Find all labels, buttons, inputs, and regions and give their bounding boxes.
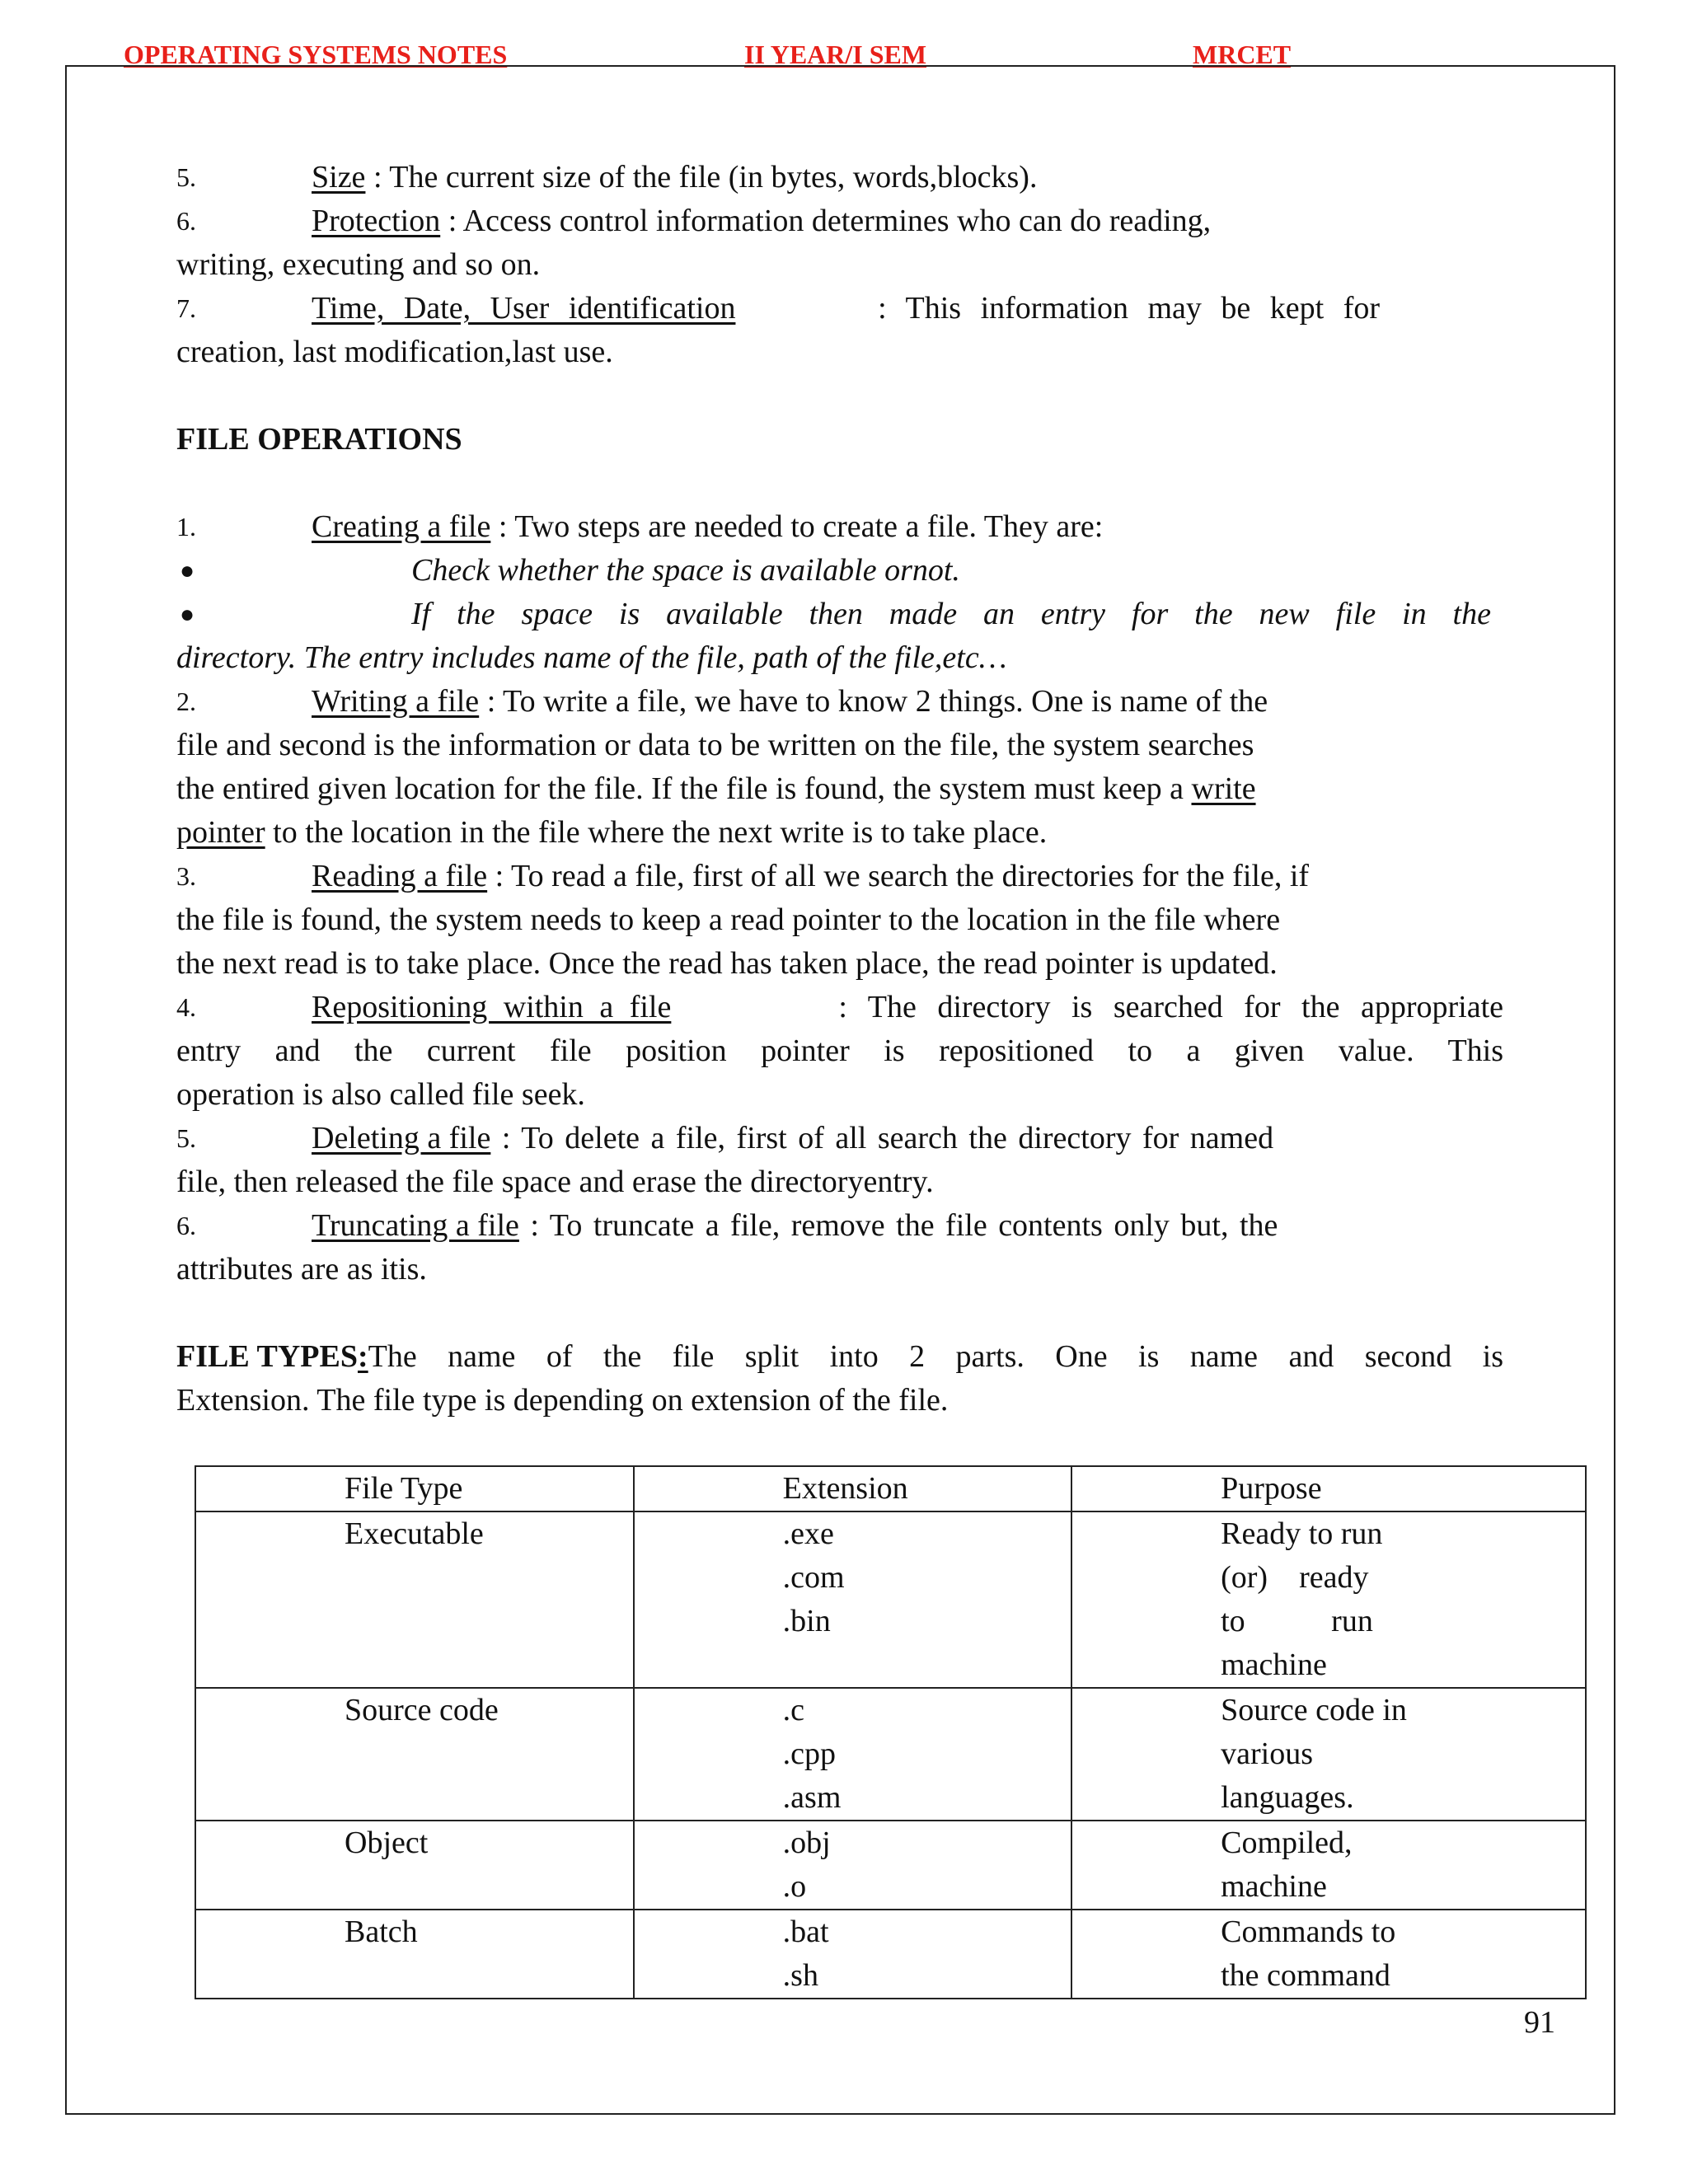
attribute-desc-cont: writing, executing and so on. (176, 247, 541, 282)
operation-term: Creating a file (312, 509, 491, 544)
file-type-cell: Batch (345, 1915, 418, 1949)
file-types-heading: FILE TYPES (176, 1339, 358, 1374)
attribute-term: Size (312, 160, 366, 194)
attribute-desc: : This information may be kept for (878, 291, 1380, 326)
operation-desc-cont: file and second is the information or data to be written on the file, the system searches (176, 728, 1254, 762)
operation-desc-cont: file, then released the file space and erase the directoryentry. (176, 1165, 934, 1199)
table-header-row (195, 1466, 1586, 1511)
operation-desc-cont: the next read is to take place. Once the read has taken place, the read pointer is updated. (176, 946, 1278, 981)
operation-item (176, 505, 1380, 549)
extension-cell: .exe .com .bin (782, 1516, 845, 1638)
operation-term: Repositioning within a file (312, 990, 672, 1024)
operation-desc-cont: attributes are as itis. (176, 1252, 427, 1286)
bullet-text: If the space is available then made an entry for the new file in the (411, 597, 1491, 631)
item-number: 7. (176, 293, 196, 323)
operation-item (176, 1204, 1380, 1248)
table-row (195, 1910, 1586, 1999)
extension-cell: .c .cpp .asm (782, 1693, 842, 1815)
purpose-cell: Ready to run (or) ready to run machine (1221, 1516, 1383, 1682)
page-number: 91 (1524, 2005, 1555, 2040)
item-number: 6. (176, 206, 196, 236)
operation-desc: : To truncate a file, remove the file contents only but, the (518, 1208, 1278, 1243)
operation-desc-cont: pointer to the location in the file where the next write is to take place. (176, 815, 1048, 850)
page-body (176, 156, 1503, 1422)
item-number: 2. (176, 687, 196, 716)
file-type-cell: Object (345, 1825, 429, 1860)
operation-desc-cont: operation is also called file seek. (176, 1077, 585, 1112)
table-row (195, 1688, 1586, 1821)
attribute-desc: : Access control information determines who can do reading, (440, 204, 1212, 238)
bullet-text: Check whether the space is available ornot. (411, 553, 960, 588)
operation-desc: : The directory is searched for the appropriate (838, 990, 1503, 1024)
purpose-cell: Compiled, machine (1221, 1825, 1353, 1904)
operation-term: Deleting a file (312, 1121, 491, 1155)
operation-desc: : Two steps are needed to create a file. They are: (490, 509, 1104, 544)
operation-desc: : To write a file, we have to know 2 things. One is name of the (479, 684, 1268, 719)
operation-term: Truncating a file (312, 1208, 519, 1243)
file-type-cell: Source code (345, 1693, 499, 1727)
item-number: 5. (176, 1123, 196, 1153)
operation-desc: : To delete a file, first of all search the directory for named (490, 1121, 1274, 1155)
bullet-text-cont: directory. The entry includes name of the file, path of the file,etc… (176, 640, 1007, 675)
item-number: 6. (176, 1211, 196, 1240)
operation-item (176, 855, 1380, 898)
table-header: Extension (782, 1471, 908, 1506)
operation-item (176, 1117, 1380, 1160)
table-header: File Type (345, 1471, 463, 1506)
attribute-item (176, 156, 1380, 199)
attribute-term: Protection (312, 204, 441, 238)
bullet-icon: ● (180, 601, 195, 628)
extension-cell: .bat .sh (782, 1915, 829, 1993)
table-header: Purpose (1221, 1471, 1322, 1506)
attribute-item (176, 199, 1380, 243)
item-number: 1. (176, 512, 196, 541)
item-number: 3. (176, 861, 196, 891)
header-center: II YEAR/I SEM (744, 40, 927, 69)
table-row (195, 1511, 1586, 1688)
operation-desc-cont: the file is found, the system needs to keep a read pointer to the location in the file where (176, 902, 1281, 937)
operation-item (176, 680, 1380, 724)
file-operations-heading: FILE OPERATIONS (176, 422, 462, 457)
header-left: OPERATING SYSTEMS NOTES (124, 40, 508, 69)
purpose-cell: Source code in various languages. (1221, 1693, 1407, 1815)
item-number: 4. (176, 992, 196, 1022)
attribute-desc-cont: creation, last modification,last use. (176, 335, 613, 369)
file-types-text: The name of the file split into 2 parts. One is name and second is (368, 1339, 1503, 1374)
attribute-item (176, 287, 1380, 330)
file-types-text-cont: Extension. The file type is depending on extension of the file. (176, 1383, 949, 1418)
item-number: 5. (176, 162, 196, 192)
operation-term: Writing a file (312, 684, 480, 719)
bullet-item (176, 593, 1491, 636)
file-type-cell: Executable (345, 1516, 484, 1551)
bullet-icon: ● (180, 557, 195, 584)
header-right: MRCET (1193, 40, 1292, 69)
attribute-desc: : The current size of the file (in bytes, words,blocks). (365, 160, 1038, 194)
purpose-cell: Commands to the command (1221, 1915, 1396, 1993)
bullet-item (176, 549, 1380, 593)
operation-desc: : To read a file, first of all we search the directories for the file, if (487, 859, 1310, 893)
file-types-para: FILE TYPES : The name of the file split into 2 parts. One is name and second is (176, 1335, 1503, 1379)
operation-desc-cont: entry and the current file position pointer is repositioned to a given value. This (176, 1033, 1503, 1068)
extension-cell: .obj .o (782, 1825, 831, 1904)
file-types-table (195, 1465, 1587, 1999)
operation-item (176, 986, 1503, 1029)
attribute-term: Time, Date, User identification (312, 291, 736, 326)
operation-desc-cont: the entired given location for the file. If the file is found, the system must keep a write (176, 771, 1256, 806)
table-row (195, 1821, 1586, 1910)
operation-term: Reading a file (312, 859, 488, 893)
